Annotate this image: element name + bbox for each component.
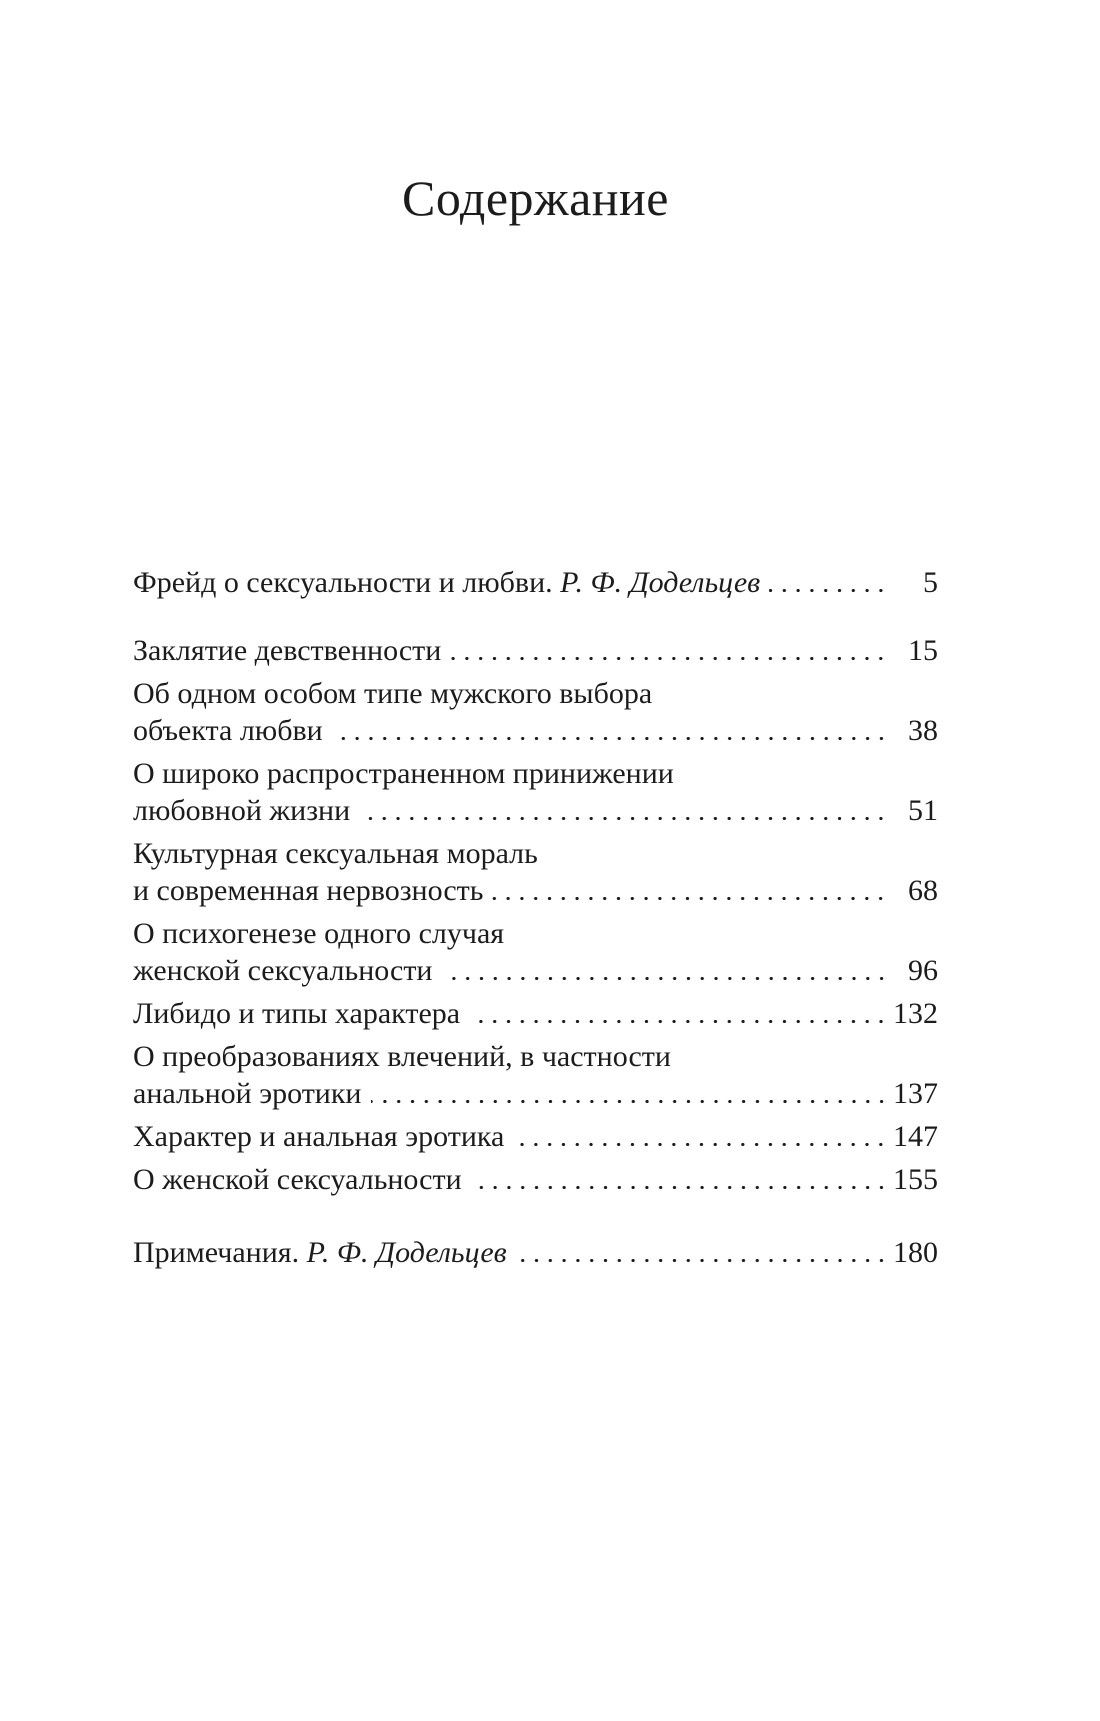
toc-entry: [133, 1038, 938, 1112]
toc-entry-line: [133, 792, 938, 829]
toc-entry: [133, 1234, 938, 1271]
toc-entry-text: О преобразованиях влечений, в частности: [133, 1040, 671, 1073]
dot-leader: [492, 897, 888, 900]
toc-entry-text: и современная нервозность: [133, 874, 484, 907]
dot-leader: [442, 977, 889, 980]
toc-entry-line: [133, 564, 938, 601]
toc-entry: [133, 564, 938, 601]
toc-page-number: 180: [893, 1236, 938, 1269]
toc-entry-line: [133, 915, 938, 952]
dot-leader: [769, 589, 888, 592]
dot-leader: [359, 817, 888, 820]
toc-entry: [133, 1118, 938, 1155]
toc-entry-line: [133, 632, 938, 669]
toc-page-number: 132: [893, 997, 938, 1030]
toc-entry-line: [133, 1161, 938, 1198]
toc-entry-text: О широко распространенном принижении: [133, 757, 674, 790]
toc-entry-line: [133, 952, 938, 989]
toc-entry-line: [133, 872, 938, 909]
toc-entry-text: Характер и анальная эротика: [133, 1120, 505, 1153]
toc-page-number: 38: [908, 714, 938, 747]
toc-entry-line: [133, 755, 938, 792]
toc-entry-text: О психогенезе одного случая: [133, 917, 505, 950]
toc-entry-author: Р. Ф. Додельцев: [560, 566, 761, 599]
toc-entry-text: Примечания. Р. Ф. Додельцев: [133, 1236, 507, 1269]
toc-page-number: 15: [908, 634, 938, 667]
toc-page-number: 51: [908, 794, 938, 827]
toc-entry-line: [133, 675, 938, 712]
toc-page-number: 68: [908, 874, 938, 907]
toc-entry-line: [133, 835, 938, 872]
toc-entry-line: [133, 712, 938, 749]
toc-entry-line: [133, 1234, 938, 1271]
dot-leader: [471, 1186, 888, 1189]
toc-page-number: 155: [893, 1163, 938, 1196]
toc-section: [133, 632, 938, 1198]
dot-leader: [516, 1259, 888, 1262]
dot-leader: [332, 737, 888, 740]
toc-entry-line: [133, 1038, 938, 1075]
dot-leader: [513, 1143, 888, 1146]
toc-entry-text: Культурная сексуальная мораль: [133, 837, 538, 870]
toc-entry-text: любовной жизни: [133, 794, 351, 827]
toc-entry-text: О женской сексуальности: [133, 1163, 462, 1196]
toc-entry-line: [133, 1075, 938, 1112]
toc-entry-text: Об одном особом типе мужского выбора: [133, 677, 653, 710]
toc-entry-text: женской сексуальности: [133, 954, 433, 987]
toc-page-number: 147: [893, 1120, 938, 1153]
toc-entry-line: [133, 1118, 938, 1155]
dot-leader: [469, 1020, 888, 1023]
toc-entry: [133, 1161, 938, 1198]
page-title: Содержание: [402, 170, 669, 226]
toc-entry: [133, 835, 938, 909]
toc-entry-text: объекта любви: [133, 714, 323, 747]
toc-entry: [133, 915, 938, 989]
toc-page-number: 5: [923, 566, 938, 599]
toc-section: [133, 564, 938, 601]
table-of-contents: [133, 564, 938, 1271]
toc-section: [133, 1234, 938, 1271]
toc-entry-text: Либидо и типы характера: [133, 997, 461, 1030]
toc-entry-line: [133, 995, 938, 1032]
toc-entry-text: анальной эротики: [133, 1077, 362, 1110]
dot-leader: [450, 657, 888, 660]
toc-entry-text: Фрейд о сексуальности и любви. Р. Ф. Додельцев: [133, 566, 761, 599]
toc-entry: [133, 995, 938, 1032]
toc-entry: [133, 632, 938, 669]
toc-entry: [133, 675, 938, 749]
dot-leader: [371, 1100, 889, 1103]
toc-entry-text: Заклятие девственности: [133, 634, 442, 667]
toc-page-number: 137: [893, 1077, 938, 1110]
toc-page-number: 96: [908, 954, 938, 987]
toc-entry-author: Р. Ф. Додельцев: [306, 1236, 507, 1269]
toc-entry: [133, 755, 938, 829]
